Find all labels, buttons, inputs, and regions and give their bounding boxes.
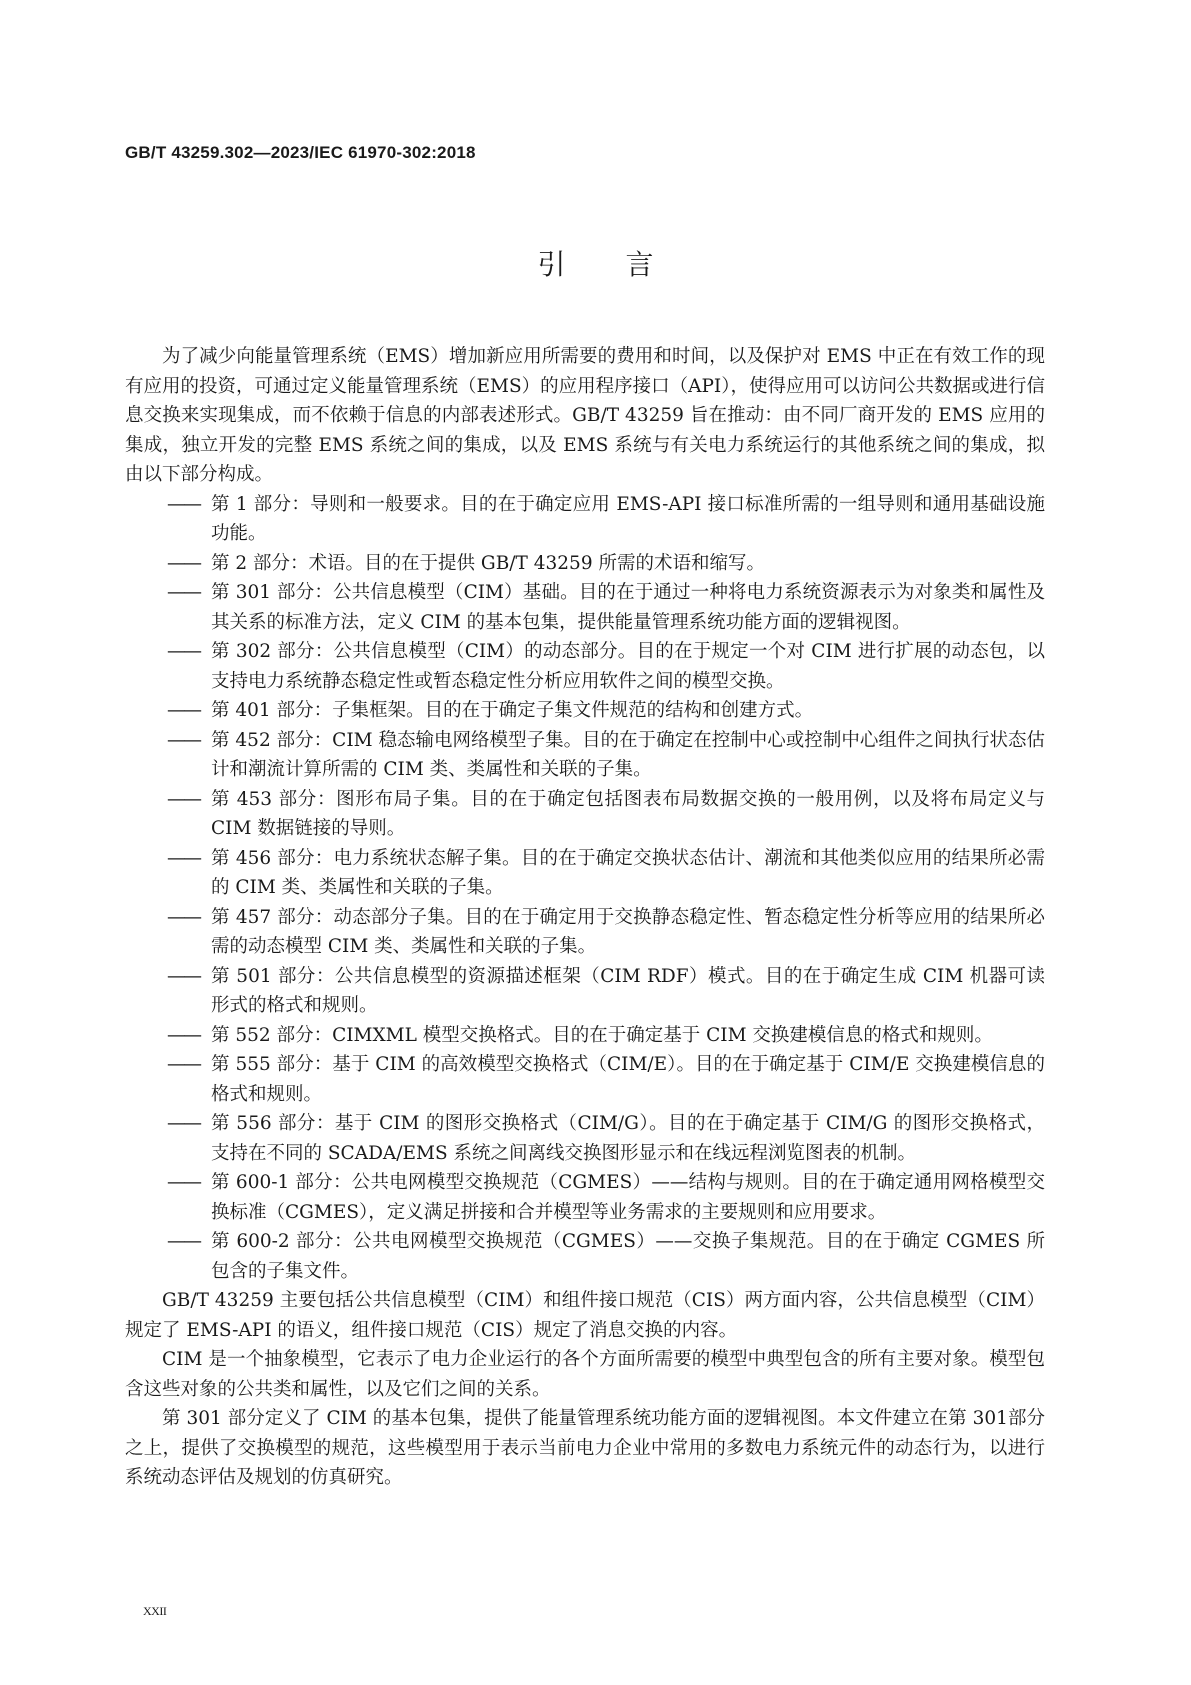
dash-marker: —— <box>167 965 200 987</box>
list-item-text: 第 302 部分：公共信息模型（CIM）的动态部分。目的在于规定一个对 CIM 进行扩展的动态包，以支持电力系统静态稳定性或暂态稳定性分析应用软件之间的模型交换。 <box>211 641 1045 692</box>
page-number: XXII <box>143 1604 167 1618</box>
dash-marker: —— <box>167 700 200 721</box>
parts-list <box>125 490 1045 1287</box>
dash-marker: —— <box>167 641 200 662</box>
dash-marker: —— <box>167 1172 200 1193</box>
list-item-text: 第 401 部分：子集框架。目的在于确定子集文件规范的结构和创建方式。 <box>211 700 814 721</box>
list-item-text: 第 301 部分：公共信息模型（CIM）基础。目的在于通过一种将电力系统资源表示为对象类和属性及其关系的标准方法，定义 CIM 的基本包集，提供能量管理系统功能方面的逻辑视图。 <box>211 582 1045 633</box>
dash-marker: —— <box>167 1113 200 1134</box>
list-item-part-552 <box>125 1021 1045 1051</box>
closing-paragraph-cim-abstract: CIM 是一个抽象模型，它表示了电力企业运行的各个方面所需要的模型中典型包含的所有主要对象。模型包含这些对象的公共类和属性，以及它们之间的关系。 <box>125 1349 1045 1400</box>
dash-marker: —— <box>167 1054 200 1075</box>
list-item-text: 第 555 部分：基于 CIM 的高效模型交换格式（CIM/E）。目的在于确定基于 CIM/E 交换建模信息的格式和规则。 <box>211 1054 1045 1105</box>
list-item-text: 第 501 部分：公共信息模型的资源描述框架（CIM RDF）模式。目的在于确定生成 CIM 机器可读形式的格式和规则。 <box>211 965 1045 1016</box>
list-item-part-1 <box>125 490 1045 549</box>
list-item-part-302 <box>125 637 1045 696</box>
list-item-part-453 <box>125 785 1045 844</box>
list-item-text: 第 1 部分：导则和一般要求。目的在于确定应用 EMS-API 接口标准所需的一组导则和通用基础设施功能。 <box>211 493 1045 544</box>
list-item-text: 第 556 部分：基于 CIM 的图形交换格式（CIM/G）。目的在于确定基于 CIM/G 的图形交换格式，支持在不同的 SCADA/EMS 系统之间离线交换图形显示和在线远程浏览图表的机制。 <box>211 1113 1045 1164</box>
list-item-text: 第 453 部分：图形布局子集。目的在于确定包括图表布局数据交换的一般用例，以及将布局定义与 CIM 数据链接的导则。 <box>211 788 1045 839</box>
dash-marker: —— <box>167 847 200 869</box>
dash-marker: —— <box>167 582 200 603</box>
dash-marker: —— <box>167 1231 200 1252</box>
list-item-part-555 <box>125 1050 1045 1109</box>
list-item-part-556 <box>125 1109 1045 1168</box>
list-item-text: 第 600-2 部分：公共电网模型交换规范（CGMES）——交换子集规范。目的在于确定 CGMES 所包含的子集文件。 <box>211 1231 1045 1282</box>
list-item-text: 第 552 部分：CIMXML 模型交换格式。目的在于确定基于 CIM 交换建模信息的格式和规则。 <box>211 1024 993 1046</box>
list-item-text: 第 457 部分：动态部分子集。目的在于确定用于交换静态稳定性、暂态稳定性分析等应用的结果所必需的动态模型 CIM 类、类属性和关联的子集。 <box>211 906 1045 957</box>
dash-marker: —— <box>167 1024 200 1046</box>
list-item-text: 第 456 部分：电力系统状态解子集。目的在于确定交换状态估计、潮流和其他类似应用的结果所必需的 CIM 类、类属性和关联的子集。 <box>211 847 1045 898</box>
closing-paragraph-part-301: 第 301 部分定义了 CIM 的基本包集，提供了能量管理系统功能方面的逻辑视图。本文件建立在第 301部分之上，提供了交换模型的规范，这些模型用于表示当前电力企业中常用的多数电力系统元件的动态行为，以进行系统动态评估及规划的仿真研究。 <box>125 1408 1045 1488</box>
dash-marker: —— <box>167 906 200 928</box>
list-item-part-2 <box>125 549 1045 579</box>
dash-marker: —— <box>167 788 200 810</box>
list-item-part-457 <box>125 903 1045 962</box>
list-item-part-301 <box>125 578 1045 637</box>
dash-marker: —— <box>167 729 200 751</box>
list-item-text: 第 600-1 部分：公共电网模型交换规范（CGMES）——结构与规则。目的在于确定通用网格模型交换标准（CGMES），定义满足拼接和合并模型等业务需求的主要规则和应用要求。 <box>211 1172 1045 1223</box>
closing-paragraph-cim-cis: GB/T 43259 主要包括公共信息模型（CIM）和组件接口规范（CIS）两方面内容，公共信息模型（CIM）规定了 EMS-API 的语义，组件接口规范（CIS）规定了消息交换的内容。 <box>125 1290 1045 1341</box>
list-item-part-456 <box>125 844 1045 903</box>
list-item-part-452 <box>125 726 1045 785</box>
list-item-text: 第 452 部分：CIM 稳态输电网络模型子集。目的在于确定在控制中心或控制中心组件之间执行状态估计和潮流计算所需的 CIM 类、类属性和关联的子集。 <box>211 729 1045 780</box>
list-item-part-600-2 <box>125 1227 1045 1286</box>
list-item-part-600-1 <box>125 1168 1045 1227</box>
dash-marker: —— <box>167 493 200 515</box>
list-item-part-501 <box>125 962 1045 1021</box>
dash-marker: —— <box>167 552 200 574</box>
document-body <box>125 342 1045 1493</box>
document-header-standard-number: GB/T 43259.302—2023/IEC 61970-302:2018 <box>125 143 476 162</box>
list-item-part-401 <box>125 696 1045 726</box>
intro-paragraph: 为了减少向能量管理系统（EMS）增加新应用所需要的费用和时间，以及保护对 EMS 中正在有效工作的现有应用的投资，可通过定义能量管理系统（EMS）的应用程序接口（API），使得应用可以访问公共数据或进行信息交换来实现集成，而不依赖于信息的内部表述形式。GB/T 43259 旨在推动：由不同厂商开发的 EMS 应用的集成，独立开发的完整 EMS 系统之间的集成，以及 EMS 系统与有关电力系统运行的其他系统之间的集成，拟由以下部分构成。 <box>125 346 1045 485</box>
list-item-text: 第 2 部分：术语。目的在于提供 GB/T 43259 所需的术语和缩写。 <box>211 552 765 574</box>
section-title: 引言 <box>537 248 714 281</box>
